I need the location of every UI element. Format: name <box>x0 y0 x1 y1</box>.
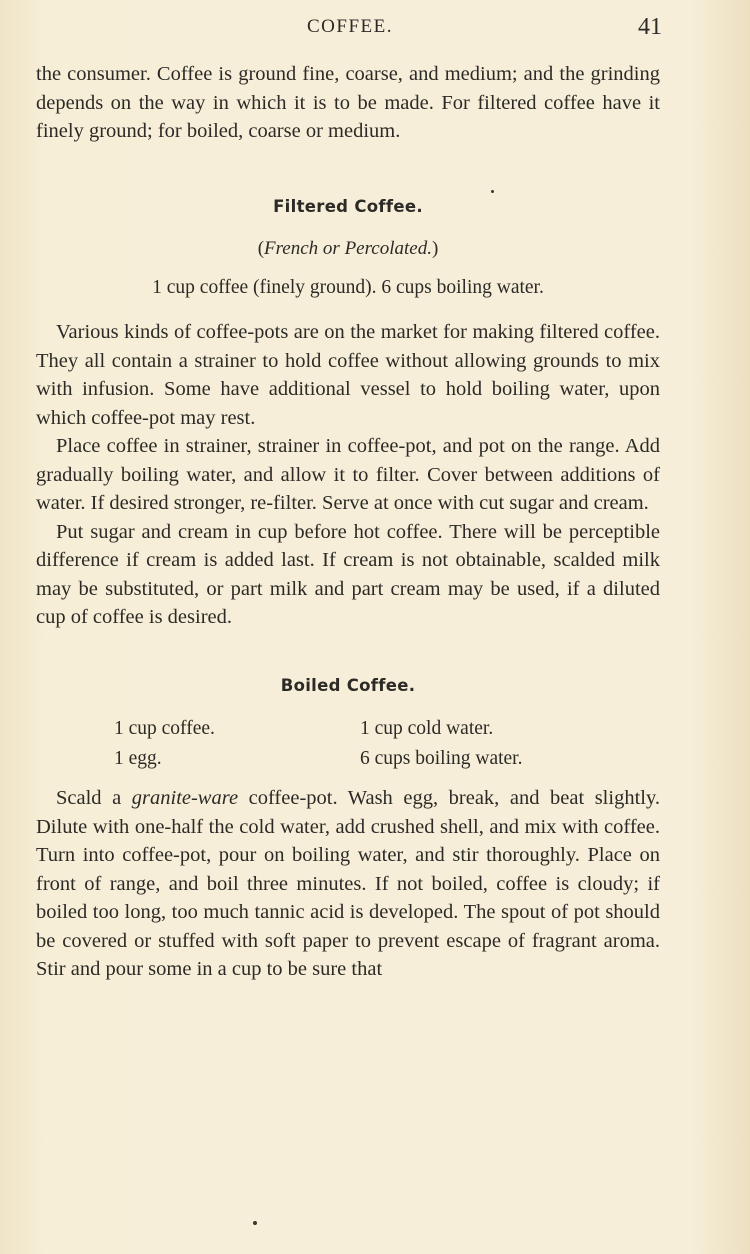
ingredient-boiling-water: 6 cups boiling water. <box>360 748 523 769</box>
filtered-paragraph-3: Put sugar and cream in cup before hot coffee. There will be perceptible difference if cream is added last. If cream is not obtainable, scalded milk may be substituted, or part milk and part cream may be used, if a diluted cup of coffee is desired. <box>36 520 660 628</box>
ingredient-coffee: 1 cup coffee. <box>114 718 215 739</box>
subtitle-italic: French or Percolated. <box>264 238 432 259</box>
filtered-coffee-subtitle <box>36 235 660 264</box>
page-header <box>0 12 750 46</box>
filtered-paragraph-1: Various kinds of coffee-pots are on the market for making filtered coffee. They all contain a strainer to hold coffee without allowing grounds to mix with infusion. Some have additional vessel to hold boiling water, upon which coffee-pot may rest. <box>36 321 660 429</box>
boiled-para-rest: coffee-pot. Wash egg, break, and beat slightly. Dilute with one-half the cold water, add crushed shell, and mix with coffee. Turn into coffee-pot, pour on boiling water, and stir thoroughly. Place on front of range, and boil three minutes. If not boiled, coffee is cloudy; if boiled too long, too much tannic acid is developed. The spout of pot should be covered or stuffed with soft paper to prevent escape of fragrant aroma. Stir and pour some in a cup to be sure that <box>36 787 660 980</box>
filtered-coffee-ingredients: 1 cup coffee (finely ground). 6 cups boiling water. <box>152 276 544 298</box>
page-number: 41 <box>638 14 662 40</box>
boiled-para-italic: granite-ware <box>131 787 239 809</box>
subtitle-close-paren: ) <box>431 238 439 259</box>
filtered-paragraph-2: Place coffee in strainer, strainer in coffee-pot, and pot on the range. Add gradually boiling water, and allow it to filter. Cover between additions of water. If desired stronger, re-filter. Serve at once with cut sugar and cream. <box>36 435 660 514</box>
ingredient-cold-water: 1 cup cold water. <box>360 718 494 739</box>
boiled-paragraph <box>36 784 660 984</box>
ink-speck <box>253 1221 257 1225</box>
boiled-para-start: Scald a <box>56 787 132 809</box>
filtered-coffee-title: Filtered Coffee. <box>273 196 423 216</box>
boiled-coffee-title: Boiled Coffee. <box>280 675 416 695</box>
ink-speck <box>491 190 494 193</box>
ingredient-egg: 1 egg. <box>114 748 162 769</box>
subtitle-open-paren: ( <box>257 238 265 259</box>
intro-paragraph: the consumer. Coffee is ground fine, coarse, and medium; and the grinding depends on the way in which it is to be made. For filtered coffee have it finely ground; for boiled, coarse or medium. <box>36 63 660 142</box>
boiled-coffee-ingredients <box>114 714 660 774</box>
running-head: COFFEE. <box>307 16 393 37</box>
page-body <box>36 60 660 984</box>
